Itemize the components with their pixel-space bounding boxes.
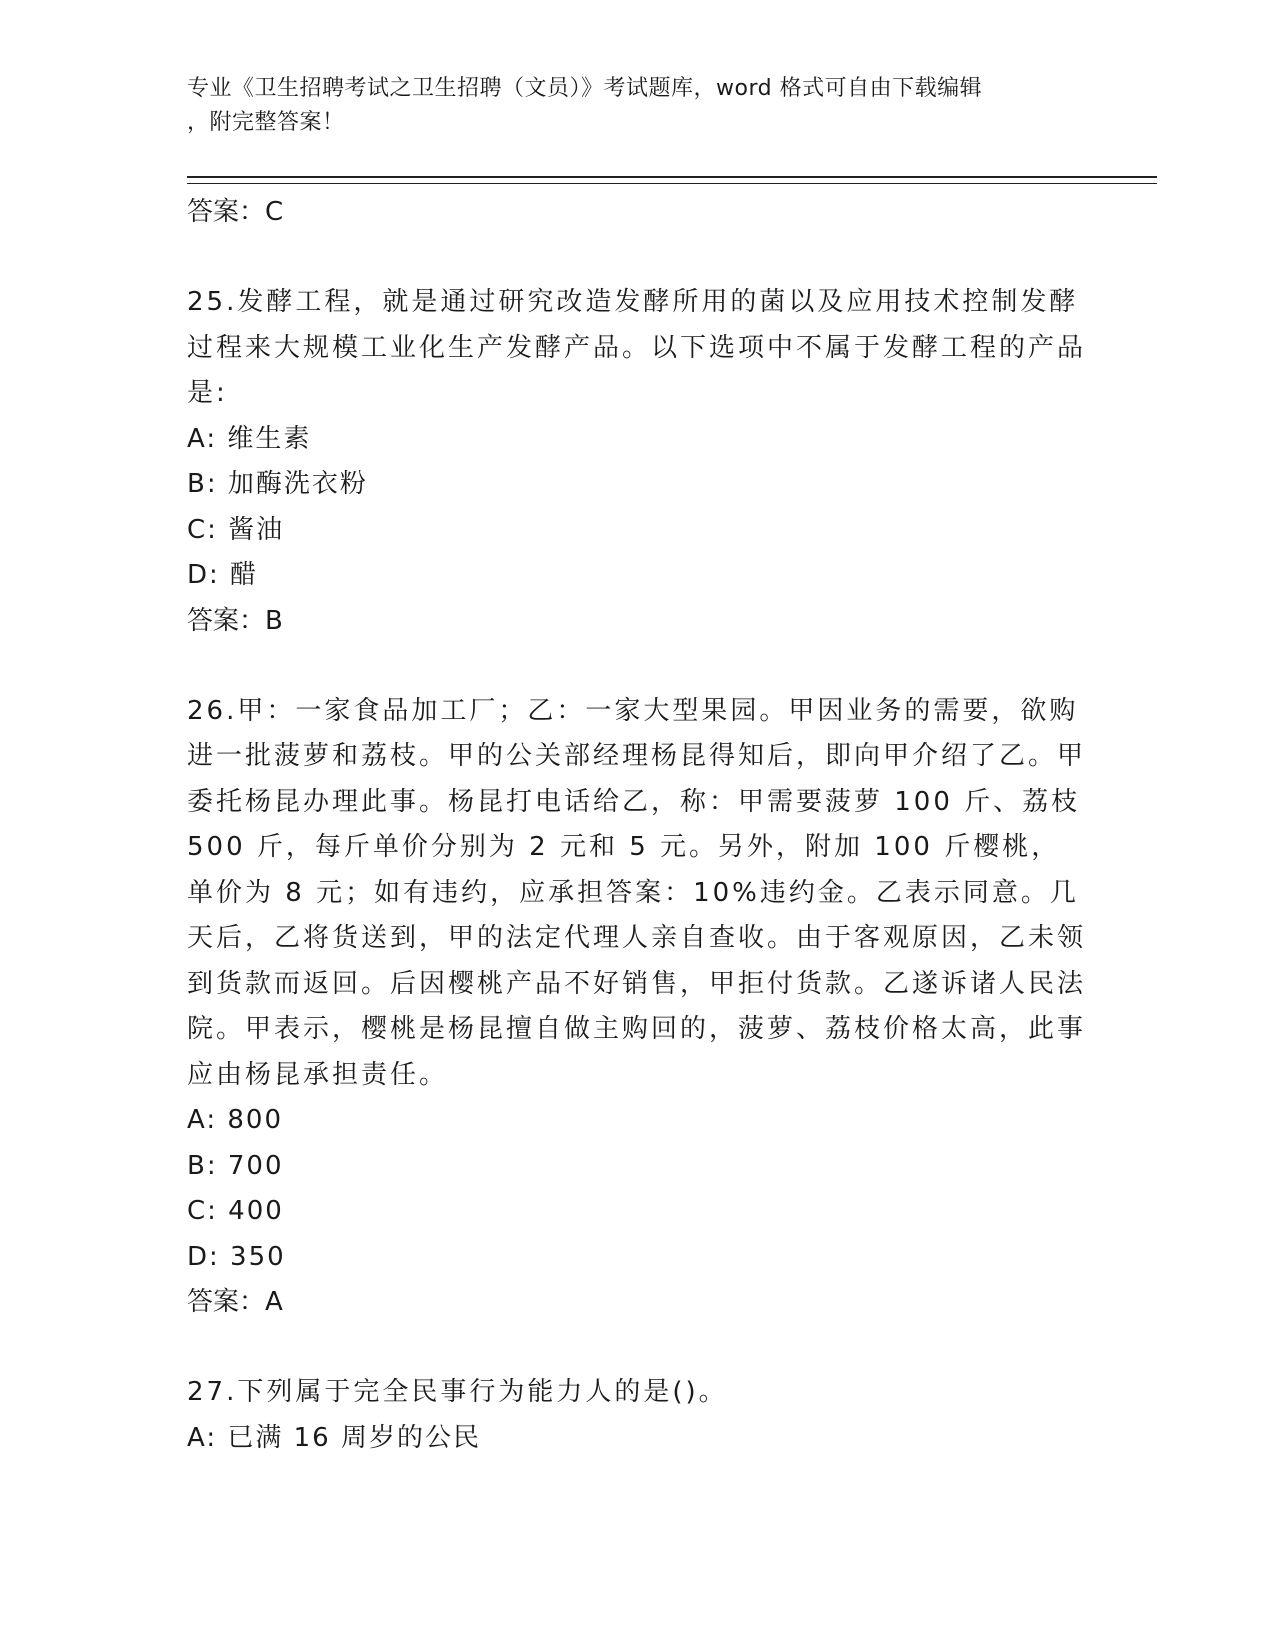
question-27-text: 27.下列属于完全民事行为能力人的是()。 <box>187 1377 728 1407</box>
option-b: B: 700 <box>187 1150 284 1181</box>
option-a: A: 已满 16 周岁的公民 <box>187 1422 481 1453</box>
header-line-2: ，附完整答案！ <box>187 110 345 135</box>
answer-prev: 答案：C <box>187 197 284 227</box>
question-25 <box>187 280 1087 643</box>
option-c: C: 400 <box>187 1196 284 1226</box>
question-26-text: 26.甲：一家食品加工厂；乙：一家大型果园。甲因业务的需要，欲购进一批菠萝和荔枝。甲的公关部经理杨昆得知后，即向甲介绍了乙。甲委托杨昆办理此事。杨昆打电话给乙，称：甲需要菠萝 100 斤、荔枝 500 斤，每斤单价分别为 2 元和 5 元。另外，附加 100 斤樱桃，单价为 8 元；如有违约，应承担答案：10%违约金。乙表示同意。几天后，乙将货送到，甲的法定代理人亲自查收。由于客观原因，乙未领到货款而返回。后因樱桃产品不好销售，甲拒付货款。乙遂诉诸人民法院。甲表示，樱桃是杨昆擅自做主购回的，菠萝、荔枝价格太高，此事应由杨昆承担责任。 <box>187 695 1087 1090</box>
option-d: D: 350 <box>187 1241 286 1272</box>
option-a: A: 800 <box>187 1105 283 1135</box>
answer-26: 答案：A <box>187 1287 283 1317</box>
option-a: A: 维生素 <box>187 423 312 454</box>
answer-25: 答案：B <box>187 605 283 636</box>
option-b: B: 加酶洗衣粉 <box>187 469 368 499</box>
question-26 <box>187 689 1087 1325</box>
header-rule-thick <box>187 176 1157 178</box>
option-c: C: 酱油 <box>187 514 285 545</box>
document-body <box>187 190 1087 1461</box>
question-27 <box>187 1370 1087 1461</box>
option-d: D: 醋 <box>187 560 259 590</box>
document-header <box>187 72 1077 140</box>
header-line-1: 专业《卫生招聘考试之卫生招聘（文员）》考试题库，word 格式可自由下载编辑 <box>187 76 983 101</box>
header-rule-thin <box>187 183 1157 184</box>
question-25-text: 25.发酵工程，就是通过研究改造发酵所用的菌以及应用技术控制发酵过程来大规模工业化生产发酵产品。以下选项中不属于发酵工程的产品是: <box>187 287 1087 408</box>
